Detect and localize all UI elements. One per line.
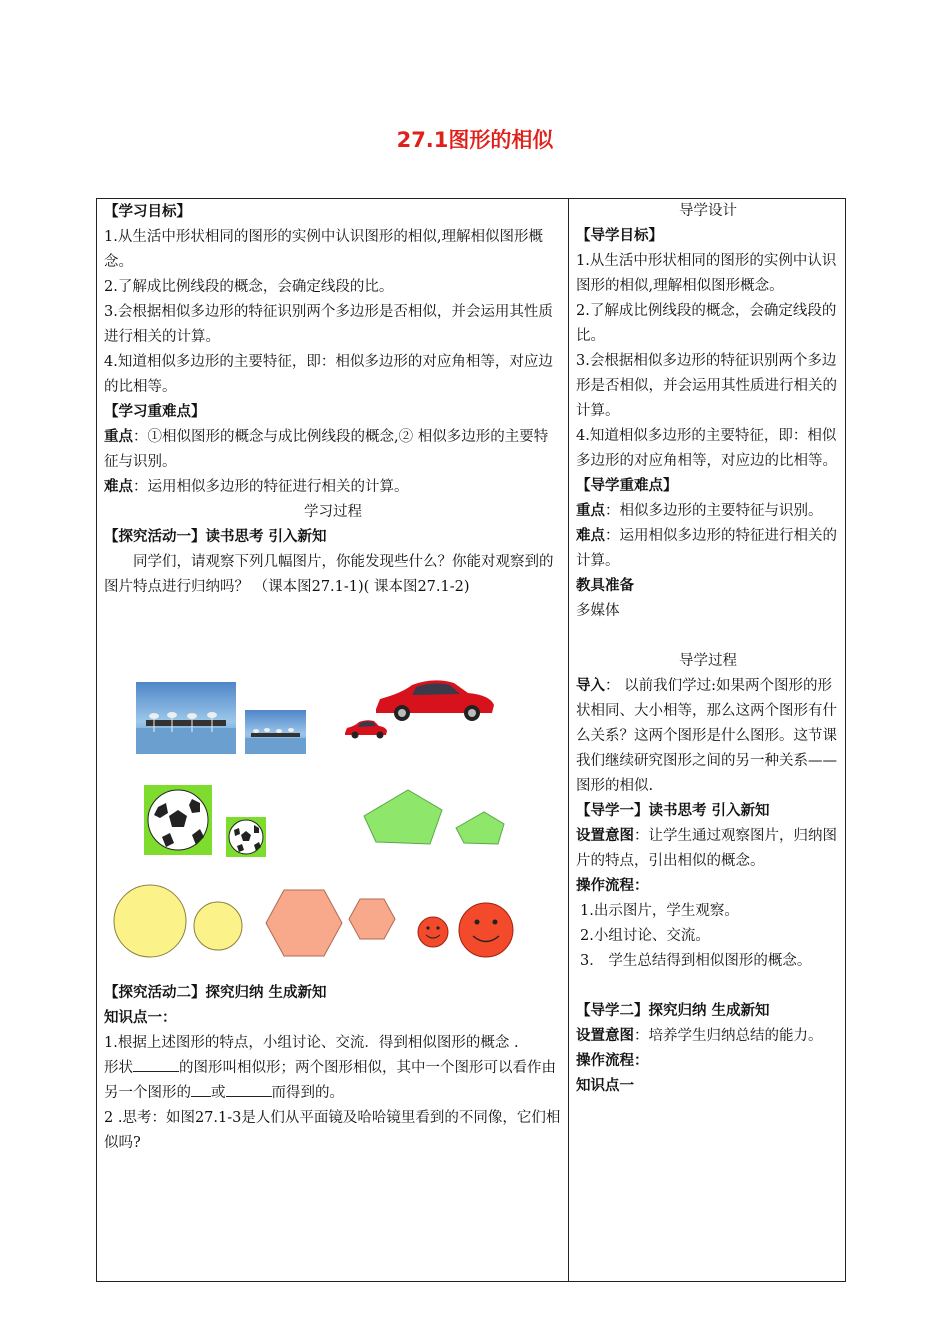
page-title: 27.1图形的相似 xyxy=(396,128,554,152)
guide-objective-item: 3.会根据相似多边形的特征识别两个多边形是否相似，并会运用其性质进行相关的计算。 xyxy=(576,353,837,419)
flow-step: 1.出示图片，学生观察。 xyxy=(580,903,739,919)
key-label: 重点 xyxy=(104,429,133,445)
intro-text: ： 以前我们学过:如果两个图形的形状相同、大小相等，那么这两个图形有什么关系？这两个图形是什么图形。这节课我们继续研究图形之间的另一种关系——图形的相似. xyxy=(576,678,837,794)
process-heading: 学习过程 xyxy=(304,504,362,520)
difficult-point xyxy=(104,475,562,500)
key-point xyxy=(104,425,562,475)
flow-step: 3． 学生总结得到相似图形的概念。 xyxy=(580,953,812,969)
key-points-heading: 【学习重难点】 xyxy=(104,404,206,420)
guide-difficult-point xyxy=(576,524,840,574)
objective-item: 2.了解成比例线段的概念，会确定线段的比。 xyxy=(104,279,394,295)
intro-paragraph xyxy=(576,674,840,799)
guide-process-heading: 导学过程 xyxy=(679,653,737,669)
activity1-heading: 【探究活动一】读书思考 引入新知 xyxy=(104,529,327,545)
column-divider xyxy=(568,198,569,1282)
guide-key-text: ：相似多边形的主要特征与识别。 xyxy=(605,503,823,519)
learning-column-lower xyxy=(104,981,562,1156)
guide2-intent xyxy=(576,1024,840,1049)
smiley-small-icon xyxy=(416,915,450,949)
hexagon-small xyxy=(348,898,396,940)
guide-objective-item: 4.知道相似多边形的主要特征，即：相似多边形的对应角相等，对应边的比相等。 xyxy=(576,428,837,469)
intent-label: 设置意图 xyxy=(576,828,634,844)
hexagon-large xyxy=(264,888,344,958)
intro-label: 导入 xyxy=(576,678,605,694)
objective-item: 3.会根据相似多边形的特征识别两个多边形是否相似，并会运用其性质进行相关的计算。 xyxy=(104,304,553,345)
smiley-large-icon xyxy=(456,900,516,960)
guide-key-label: 重点 xyxy=(576,503,605,519)
guide2-heading: 【导学二】探究归纳 生成新知 xyxy=(576,1003,770,1019)
objective-item: 1.从生活中形状相同的图形的实例中认识图形的相似,理解相似图形概念。 xyxy=(104,229,543,270)
car-large xyxy=(372,675,496,723)
item1-text: 1.根据上述图形的特点，小组讨论、交流．得到相似图形的概念 . xyxy=(104,1035,519,1051)
blank-2 xyxy=(191,1081,211,1097)
pentagon-small xyxy=(452,810,506,846)
guide-difficult-text: ：运用相似多边形的特征进行相关的计算。 xyxy=(576,528,837,569)
design-heading: 导学设计 xyxy=(679,203,737,219)
learning-column xyxy=(104,200,562,600)
guide-key-point xyxy=(576,499,840,524)
flamingo-photo-large xyxy=(136,682,236,754)
objectives-heading: 【学习目标】 xyxy=(104,204,191,220)
fill-text-4: 而得到的。 xyxy=(271,1085,344,1101)
intent-label-2: 设置意图 xyxy=(576,1028,634,1044)
difficult-label: 难点 xyxy=(104,479,133,495)
guide2-knowledge: 知识点一 xyxy=(576,1078,634,1094)
guide1-intent-text: ：让学生通过观察图片，归纳图片的特点，引出相似的概念。 xyxy=(576,828,837,869)
blank-1 xyxy=(133,1056,179,1072)
activity2-heading: 【探究活动二】探究归纳 生成新知 xyxy=(104,985,327,1001)
soccer-ball-small xyxy=(226,817,266,857)
blank-3 xyxy=(226,1081,272,1097)
guide1-heading: 【导学一】读书思考 引入新知 xyxy=(576,803,770,819)
activity1-text: 同学们，请观察下列几幅图片，你能发现些什么？你能对观察到的图片特点进行归纳吗？ （课本图27.1-1)( 课本图27.1-2) xyxy=(104,554,554,595)
guide1-intent xyxy=(576,824,840,874)
flow-step: 2.小组讨论、交流。 xyxy=(580,928,710,944)
design-column xyxy=(576,199,840,1099)
knowledge-point-heading: 知识点一： xyxy=(104,1010,177,1026)
tools-text: 多媒体 xyxy=(576,603,620,619)
guide-objective-item: 2.了解成比例线段的概念，会确定线段的比。 xyxy=(576,303,837,344)
guide2-intent-text: ：培养学生归纳总结的能力。 xyxy=(634,1028,823,1044)
fill-text-3: 或 xyxy=(211,1085,226,1101)
fill-text-1: 形状 xyxy=(104,1060,133,1076)
guide-objectives-heading: 【导学目标】 xyxy=(576,228,663,244)
flow-label: 操作流程： xyxy=(576,878,649,894)
difficult-text: ：运用相似多边形的特征进行相关的计算。 xyxy=(133,479,409,495)
guide-objective-item: 1.从生活中形状相同的图形的实例中认识图形的相似,理解相似图形概念。 xyxy=(576,253,837,294)
tools-heading: 教具准备 xyxy=(576,578,634,594)
car-small xyxy=(344,718,388,740)
guide-difficult-label: 难点 xyxy=(576,528,605,544)
guide-key-heading: 【导学重难点】 xyxy=(576,478,678,494)
pentagon-large xyxy=(356,786,446,846)
circle-small xyxy=(192,900,244,952)
objective-item: 4.知道相似多边形的主要特征，即：相似多边形的对应角相等，对应边的比相等。 xyxy=(104,354,553,395)
figures-area xyxy=(104,670,562,960)
fill-text-2: 的图形叫相似形；两个图形相似，其中一个图形可以看作由另一个图形的 xyxy=(104,1060,556,1101)
item2-text: 2 .思考：如图27.1-3是人们从平面镜及哈哈镜里看到的不同像，它们相似吗? xyxy=(104,1110,561,1151)
flamingo-photo-small xyxy=(245,710,306,754)
guide2-flow-label: 操作流程： xyxy=(576,1053,649,1069)
key-text: ：①相似图形的概念与成比例线段的概念,② 相似多边形的主要特征与识别。 xyxy=(104,429,549,470)
soccer-ball-large xyxy=(144,785,212,855)
circle-large xyxy=(112,883,188,959)
fill-blank-sentence xyxy=(104,1056,562,1106)
